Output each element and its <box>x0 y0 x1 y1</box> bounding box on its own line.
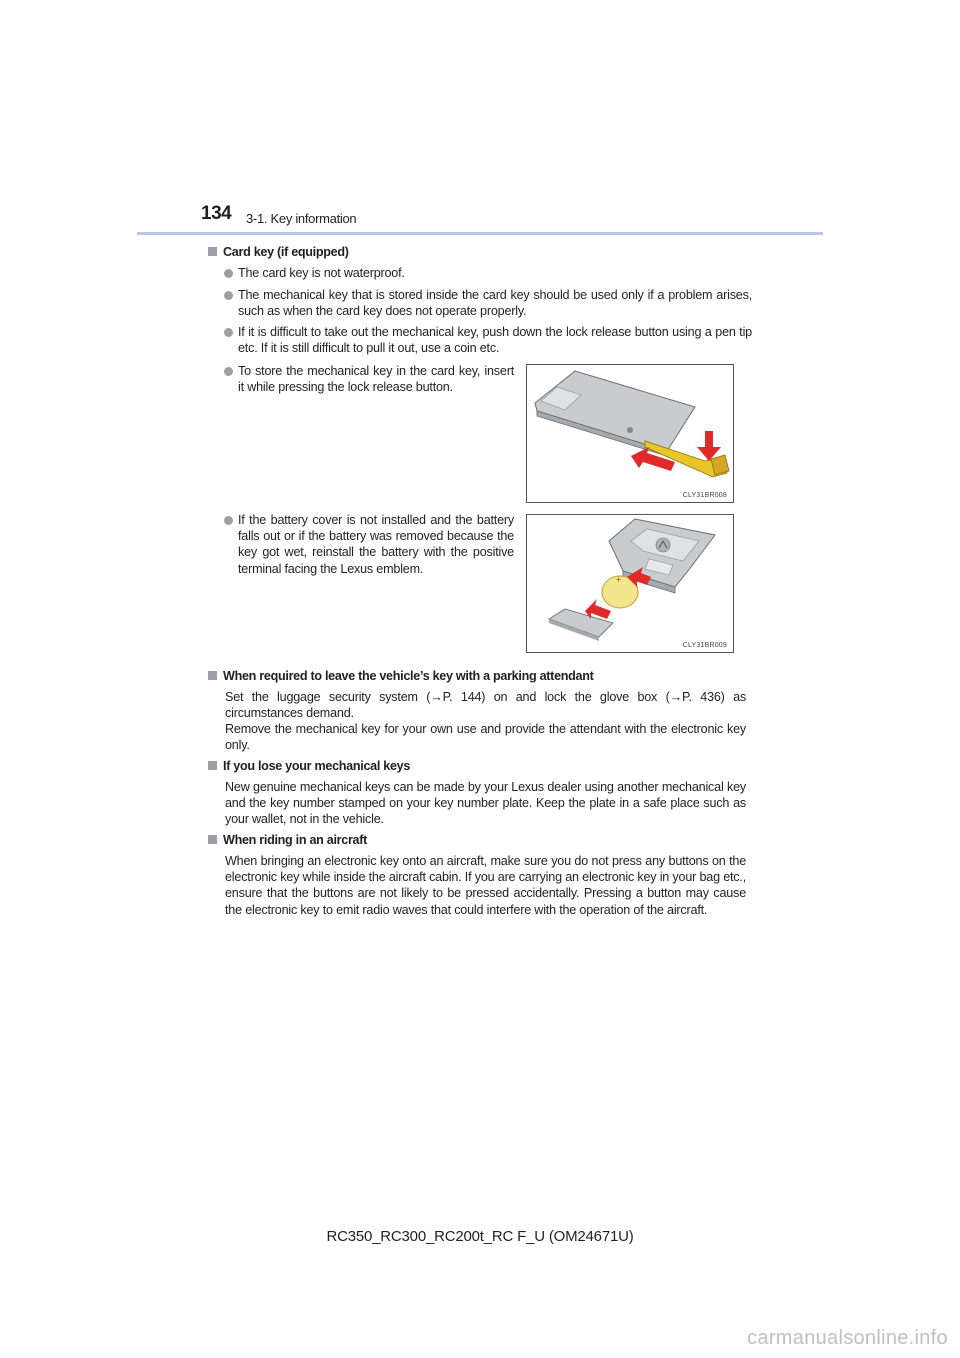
heading-text: If you lose your mechanical keys <box>223 759 411 773</box>
bullet-text: The card key is not waterproof. <box>238 266 405 280</box>
header-rule <box>137 232 823 235</box>
round-bullet-icon <box>224 367 233 376</box>
figure-caption: CLY31BR009 <box>682 642 727 649</box>
bullet-text: To store the mechanical key in the card key, insert it while pressing the lock release button. <box>238 364 514 395</box>
heading-aircraft <box>208 832 367 848</box>
heading-text: When riding in an aircraft <box>223 833 368 847</box>
page-number: 134 <box>201 203 232 224</box>
paragraph: Remove the mechanical key for your own use and provide the attendant with the electronic key only. <box>225 722 746 753</box>
watermark: carmanualsonline.info <box>747 1327 948 1349</box>
bullet-text: If it is difficult to take out the mechanical key, push down the lock release button using a pen tip etc. If it is still difficult to pull it out, use a coin etc. <box>238 325 752 356</box>
round-bullet-icon <box>224 328 233 337</box>
paragraph: Set the luggage security system (→P. 144) on and lock the glove box (→P. 436) as circumstances demand. <box>225 690 746 721</box>
heading-lose-keys <box>208 758 410 774</box>
round-bullet-icon <box>224 269 233 278</box>
press-arrow-icon <box>697 431 721 461</box>
heading-parking-attendant <box>208 668 594 684</box>
section-title: 3-1. Key information <box>246 211 357 226</box>
figure-store-mechanical-key <box>526 364 734 503</box>
square-bullet-icon <box>208 671 217 680</box>
round-bullet-icon <box>224 516 233 525</box>
card-key-illustration <box>527 365 733 502</box>
figure-caption: CLY31BR008 <box>682 492 727 499</box>
figure-reinstall-battery <box>526 514 734 653</box>
footer-model-code: RC350_RC300_RC200t_RC F_U (OM24671U) <box>326 1228 634 1245</box>
square-bullet-icon <box>208 835 217 844</box>
heading-text: Card key (if equipped) <box>223 245 349 259</box>
heading-text: When required to leave the vehicle’s key with a parking attendant <box>223 669 594 683</box>
bullet-text: The mechanical key that is stored inside the card key should be used only if a problem arises, such as when the card key does not operate properly. <box>238 288 752 319</box>
square-bullet-icon <box>208 247 217 256</box>
round-bullet-icon <box>224 291 233 300</box>
square-bullet-icon <box>208 761 217 770</box>
heading-card-key <box>208 244 349 260</box>
bullet-text: If the battery cover is not installed and the battery falls out or if the battery was removed because the key got wet, reinstall the battery with the positive terminal facing the Lexus emblem. <box>238 513 514 576</box>
paragraph: New genuine mechanical keys can be made by your Lexus dealer using another mechanical key and the key number stamped on your key number plate. Keep the plate in a safe place such as your wallet, not in the vehicle. <box>225 780 746 827</box>
svg-text:+: + <box>615 575 622 584</box>
battery-illustration <box>527 515 733 652</box>
paragraph: When bringing an electronic key onto an aircraft, make sure you do not press any buttons on the electronic key while inside the aircraft cabin. If you are carrying an electronic key in your bag etc., ensure that the buttons are not likely to be pressed accidentally. Pressing a button may cause the electronic key to emit radio waves that could interfere with the operation of the aircraft. <box>225 854 746 917</box>
